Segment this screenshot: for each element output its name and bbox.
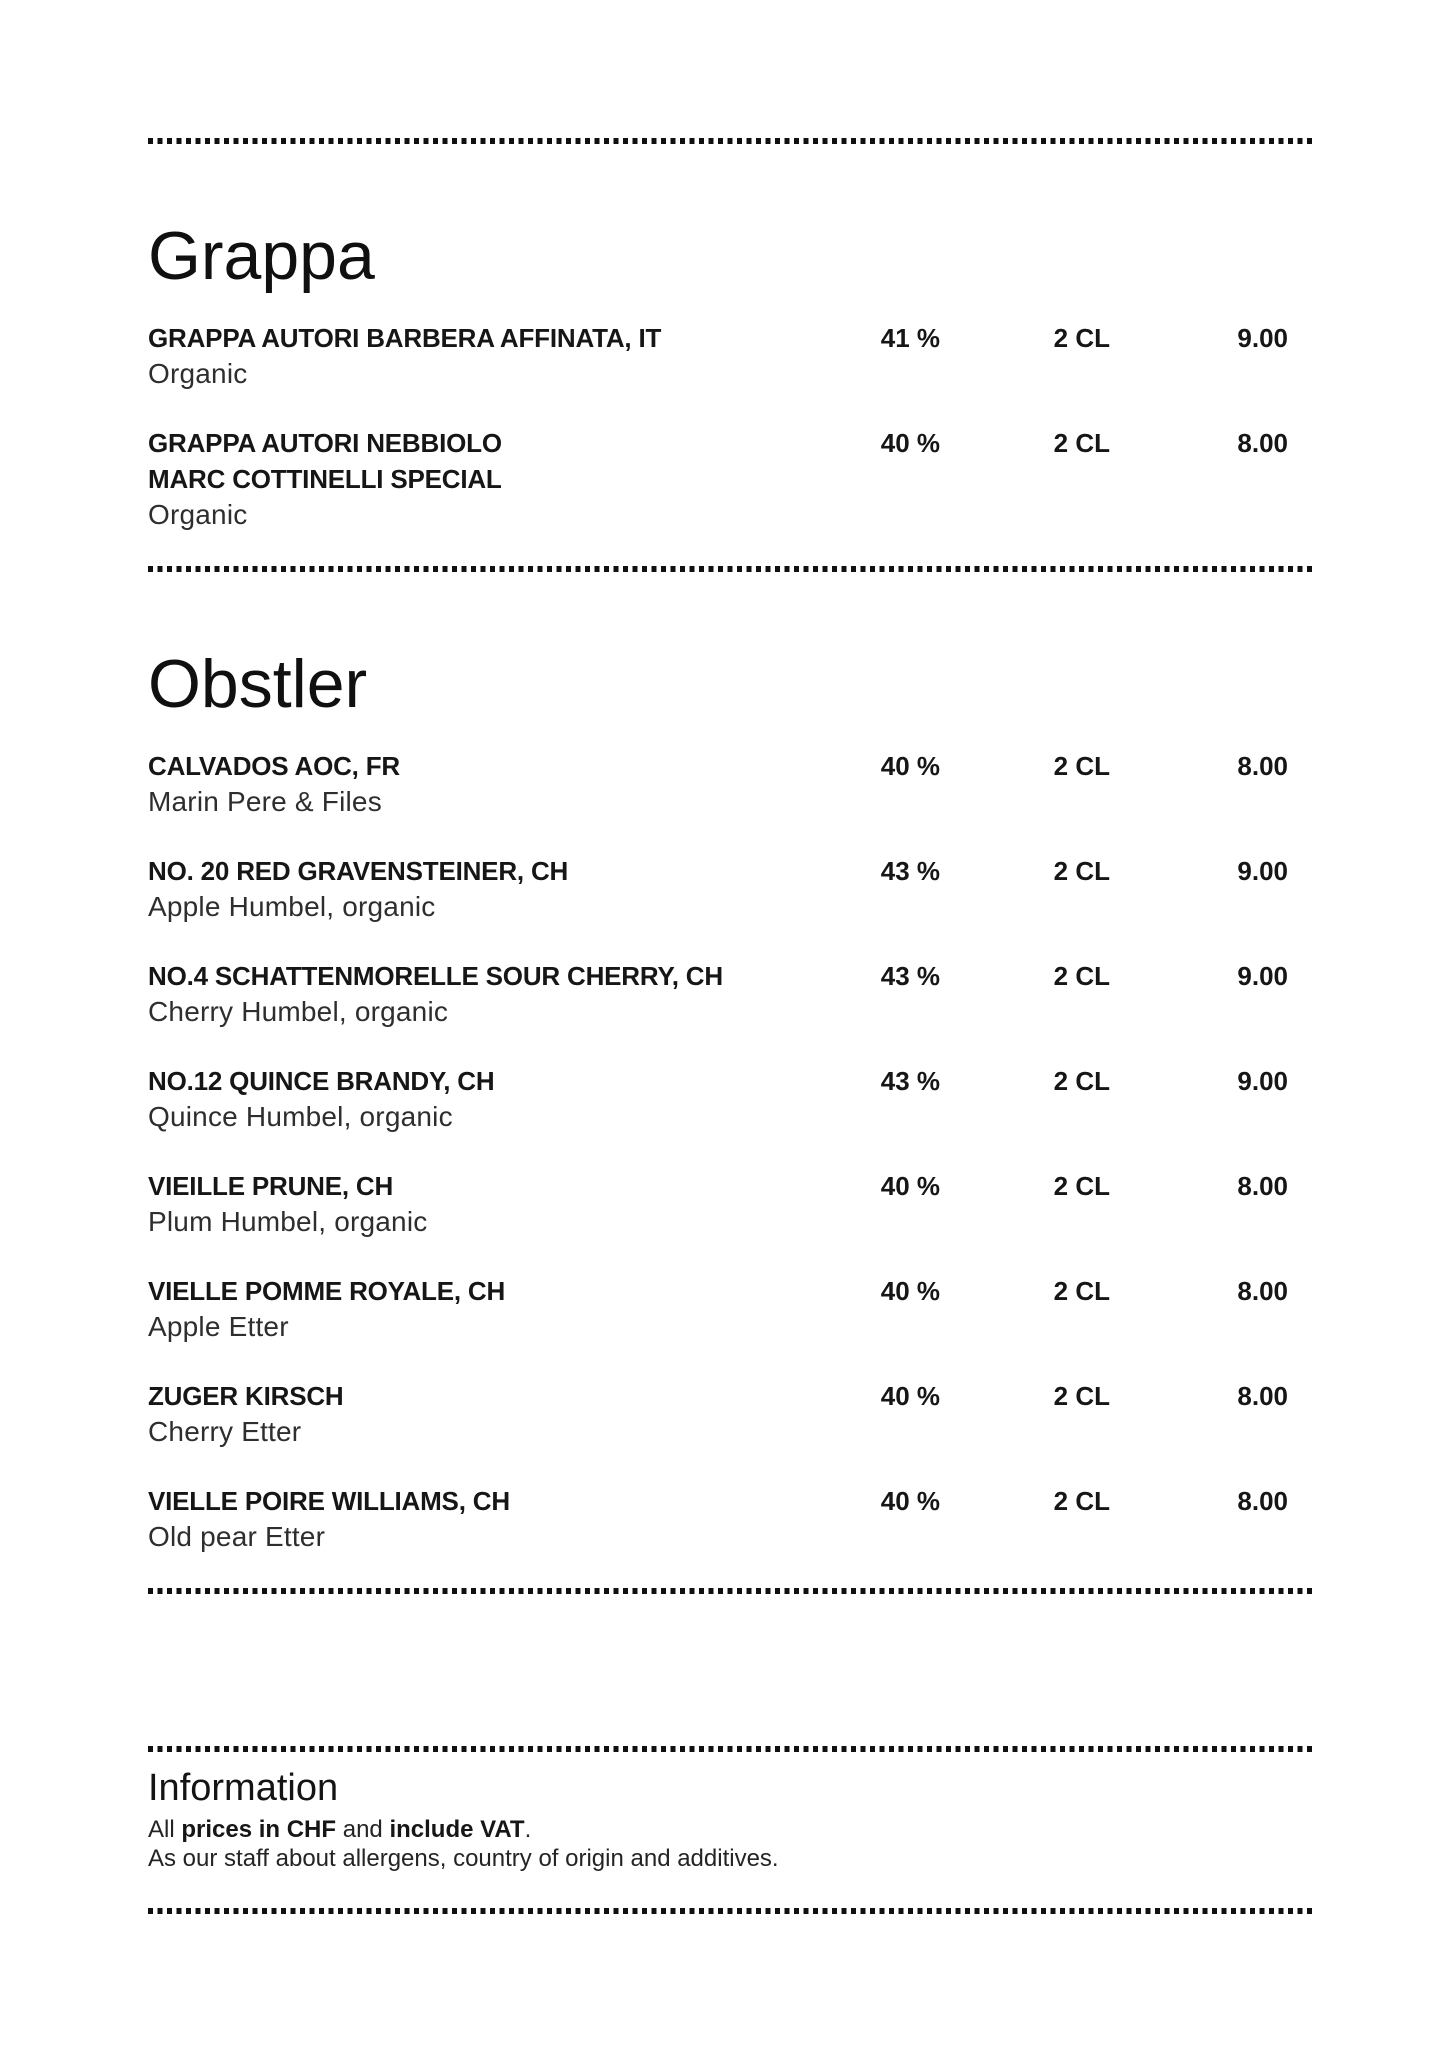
- item-text: [148, 425, 844, 533]
- item-description: Quince Humbel, organic: [148, 1101, 453, 1132]
- item-name: VIELLE POMME ROYALE, CH: [148, 1276, 506, 1306]
- item-abv: 40 %: [880, 1171, 940, 1201]
- section-title-grappa: Grappa: [148, 218, 375, 294]
- item-price: 9.00: [1237, 961, 1288, 991]
- menu-item: [148, 1168, 1312, 1240]
- item-price: 8.00: [1237, 751, 1288, 781]
- information-line-allergens: As our staff about allergens, country of origin and additives.: [148, 1844, 779, 1872]
- item-volume: 2 CL: [1053, 961, 1110, 991]
- item-abv: 40 %: [880, 1486, 940, 1516]
- menu-item: [148, 1273, 1312, 1345]
- item-name: VIEILLE PRUNE, CH: [148, 1171, 394, 1201]
- item-abv: 43 %: [880, 856, 940, 886]
- item-volume: 2 CL: [1053, 1486, 1110, 1516]
- section-obstler: [148, 646, 1312, 1555]
- dotted-divider-end-items: [148, 1588, 1312, 1594]
- item-abv: 40 %: [880, 428, 940, 458]
- item-description: Plum Humbel, organic: [148, 1206, 428, 1237]
- item-abv: 43 %: [880, 961, 940, 991]
- menu-item: [148, 748, 1312, 820]
- item-text: [148, 1063, 844, 1135]
- item-abv: 40 %: [880, 1276, 940, 1306]
- item-text: [148, 320, 844, 392]
- item-name: GRAPPA AUTORI NEBBIOLO: [148, 428, 502, 458]
- item-name: CALVADOS AOC, FR: [148, 751, 400, 781]
- item-description: Apple Humbel, organic: [148, 891, 436, 922]
- item-text: [148, 1273, 844, 1345]
- item-price: 8.00: [1237, 1276, 1288, 1306]
- section-grappa: [148, 218, 1312, 533]
- item-text: [148, 1168, 844, 1240]
- item-name: GRAPPA AUTORI BARBERA AFFINATA, IT: [148, 323, 662, 353]
- info-text-part: .: [524, 1815, 532, 1843]
- item-volume: 2 CL: [1053, 323, 1110, 353]
- item-description: Cherry Etter: [148, 1416, 302, 1447]
- info-text-part: and: [336, 1815, 390, 1843]
- menu-item: [148, 425, 1312, 533]
- menu-item: [148, 320, 1312, 392]
- item-name: ZUGER KIRSCH: [148, 1381, 344, 1411]
- dotted-divider-top: [148, 138, 1312, 144]
- item-description: Cherry Humbel, organic: [148, 996, 449, 1027]
- item-volume: 2 CL: [1053, 1276, 1110, 1306]
- menu-item: [148, 853, 1312, 925]
- dotted-divider-bottom: [148, 1908, 1312, 1914]
- dotted-divider-sections: [148, 566, 1312, 572]
- item-volume: 2 CL: [1053, 1066, 1110, 1096]
- item-abv: 43 %: [880, 1066, 940, 1096]
- item-description: Organic: [148, 358, 248, 389]
- item-text: [148, 1378, 844, 1450]
- menu-item: [148, 1483, 1312, 1555]
- information-block: [148, 1766, 1312, 1873]
- item-description: Organic: [148, 499, 248, 530]
- information-title: Information: [148, 1767, 339, 1809]
- item-volume: 2 CL: [1053, 1171, 1110, 1201]
- item-price: 9.00: [1237, 323, 1288, 353]
- item-list-obstler: [148, 748, 1312, 1555]
- info-text-part: All: [148, 1815, 182, 1843]
- item-abv: 40 %: [880, 1381, 940, 1411]
- item-price: 8.00: [1237, 428, 1288, 458]
- item-name: NO.4 SCHATTENMORELLE SOUR CHERRY, CH: [148, 961, 723, 991]
- menu-item: [148, 958, 1312, 1030]
- item-price: 8.00: [1237, 1171, 1288, 1201]
- item-abv: 41 %: [880, 323, 940, 353]
- item-description: Marin Pere & Files: [148, 786, 382, 817]
- item-name-line2: MARC COTTINELLI SPECIAL: [148, 464, 502, 494]
- item-text: [148, 1483, 844, 1555]
- item-description: Old pear Etter: [148, 1521, 326, 1552]
- item-volume: 2 CL: [1053, 856, 1110, 886]
- section-title-obstler: Obstler: [148, 646, 368, 722]
- dotted-divider-info-top: [148, 1746, 1312, 1752]
- info-text-part-bold: include VAT: [389, 1815, 525, 1843]
- item-volume: 2 CL: [1053, 751, 1110, 781]
- item-text: [148, 853, 844, 925]
- item-name: NO. 20 RED GRAVENSTEINER, CH: [148, 856, 569, 886]
- menu-item: [148, 1063, 1312, 1135]
- item-abv: 40 %: [880, 751, 940, 781]
- item-description: Apple Etter: [148, 1311, 289, 1342]
- item-name: NO.12 QUINCE BRANDY, CH: [148, 1066, 495, 1096]
- info-text-part-bold: prices in CHF: [181, 1815, 337, 1843]
- item-volume: 2 CL: [1053, 428, 1110, 458]
- item-price: 8.00: [1237, 1486, 1288, 1516]
- menu-item: [148, 1378, 1312, 1450]
- item-text: [148, 958, 844, 1030]
- item-text: [148, 748, 844, 820]
- item-price: 9.00: [1237, 1066, 1288, 1096]
- information-line-prices: [148, 1815, 1312, 1844]
- item-price: 8.00: [1237, 1381, 1288, 1411]
- item-volume: 2 CL: [1053, 1381, 1110, 1411]
- item-price: 9.00: [1237, 856, 1288, 886]
- item-name: VIELLE POIRE WILLIAMS, CH: [148, 1486, 510, 1516]
- item-list-grappa: [148, 320, 1312, 533]
